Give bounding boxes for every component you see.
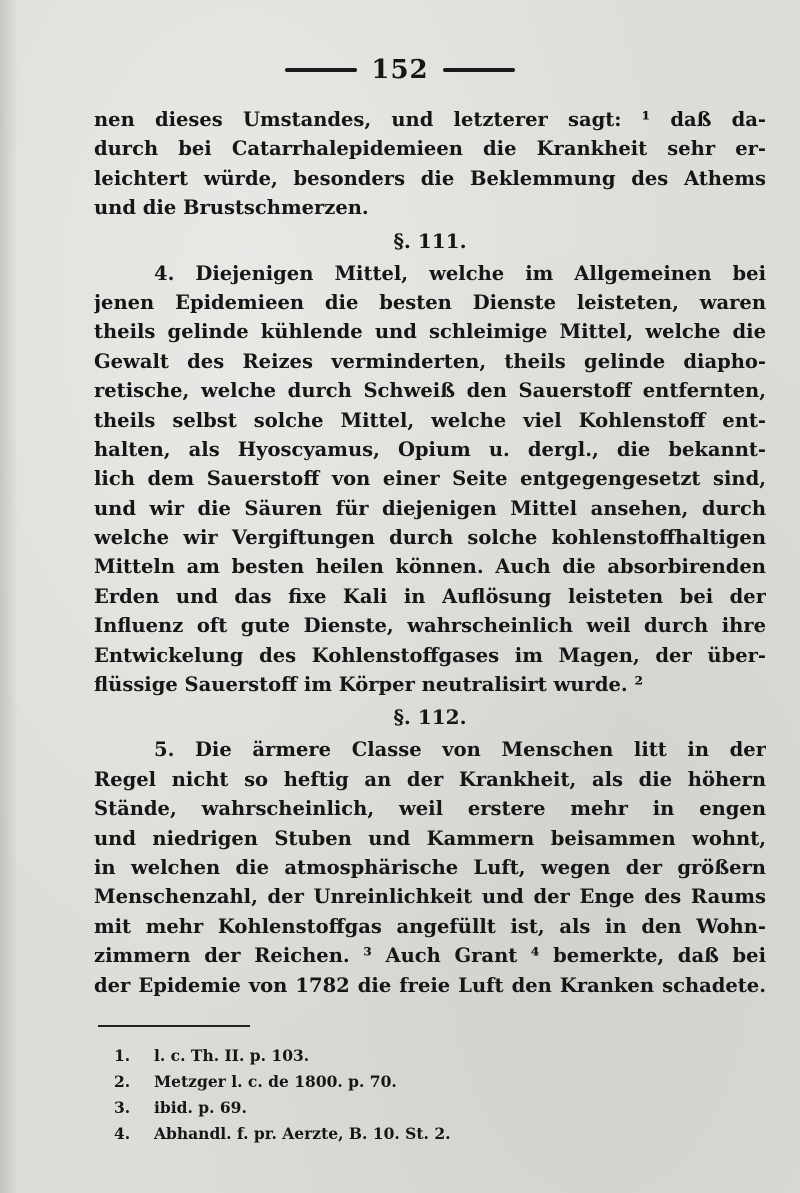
text-line: der Epidemie von 1782 die freie Luft den Kranken schadete. [94, 973, 766, 997]
text-line: jenen Epidemieen die besten Dienste leisteten, waren [94, 290, 766, 314]
text-line: Erden und das fixe Kali in Auflösung leisteten bei der [94, 584, 766, 608]
text-line: Menschenzahl, der Unreinlichkeit und der Enge des Raums [94, 885, 766, 909]
text-line: flüssige Sauerstoff im Körper neutralisirt wurde. ² [94, 673, 643, 697]
paragraph-3 [94, 735, 766, 1000]
footnote-number: 1. [114, 1046, 131, 1065]
text-line: retische, welche durch Schweiß den Sauerstoff entfernten, [94, 379, 766, 403]
footnote-text: Abhandl. f. pr. Aerzte, B. 10. St. 2. [154, 1124, 451, 1143]
text-line: in welchen die atmosphärische Luft, wegen der größern [94, 855, 766, 879]
text-line: lich dem Sauerstoff von einer Seite entgegengesetzt sind, [94, 467, 766, 491]
text-line: leichtert würde, besonders die Beklemmung des Athems [94, 166, 766, 190]
section-heading-111: §. 111. [393, 228, 467, 253]
footnote-item [114, 1121, 714, 1147]
body-text [94, 105, 766, 1000]
text-line: welche wir Vergiftungen durch solche kohlenstoffhaltigen [94, 526, 766, 550]
header-rule-left [285, 68, 357, 72]
footnote-divider [98, 1025, 250, 1027]
footnote-item [114, 1043, 714, 1069]
text-line: nen dieses Umstandes, und letzterer sagt: ¹ daß da- [94, 108, 766, 131]
section-heading-112: §. 112. [393, 705, 467, 730]
text-line: durch bei Catarrhalepidemieen die Krankheit sehr er- [94, 137, 766, 161]
text-line: und niedrigen Stuben und Kammern beisammen wohnt, [94, 826, 766, 850]
footnote-number: 2. [114, 1072, 131, 1091]
text-line: 4. Diejenigen Mittel, welche im Allgemeinen bei [154, 261, 766, 285]
text-line: halten, als Hyoscyamus, Opium u. dergl., die bekannt- [94, 437, 766, 461]
text-line: Regel nicht so heftig an der Krankheit, als die höhern [94, 767, 766, 791]
footnote-number: 4. [114, 1124, 131, 1143]
footnote-text: ibid. p. 69. [154, 1098, 247, 1117]
text-line: 5. Die ärmere Classe von Menschen litt in der [154, 738, 766, 762]
text-line: mit mehr Kohlenstoffgas angefüllt ist, als in den Wohn- [94, 914, 766, 938]
paragraph-1 [94, 105, 766, 223]
text-line: zimmern der Reichen. ³ Auch Grant ⁴ bemerkte, daß bei [94, 944, 766, 968]
page-number: 152 [371, 55, 429, 85]
text-line: und die Brustschmerzen. [94, 196, 369, 220]
text-line: theils selbst solche Mittel, welche viel Kohlenstoff ent- [94, 408, 766, 432]
footnote-text: l. c. Th. II. p. 103. [154, 1046, 310, 1065]
text-line: Stände, wahrscheinlich, weil erstere mehr in engen [94, 797, 766, 821]
footnote-item [114, 1069, 714, 1095]
footnote-item [114, 1095, 714, 1121]
text-line: theils gelinde kühlende und schleimige Mittel, welche die [94, 320, 766, 344]
text-line: Entwickelung des Kohlenstoffgases im Magen, der über- [94, 643, 766, 667]
footnote-number: 3. [114, 1098, 131, 1117]
footnotes [114, 1043, 714, 1147]
footnote-text: Metzger l. c. de 1800. p. 70. [154, 1072, 397, 1091]
text-line: Mitteln am besten heilen können. Auch die absorbirenden [94, 555, 766, 579]
page-header [0, 50, 800, 90]
paragraph-2 [94, 259, 766, 700]
text-line: und wir die Säuren für diejenigen Mittel ansehen, durch [94, 496, 766, 520]
text-line: Gewalt des Reizes verminderten, theils gelinde diapho- [94, 349, 766, 373]
header-rule-right [443, 68, 515, 72]
text-line: Influenz oft gute Dienste, wahrscheinlich weil durch ihre [94, 614, 766, 638]
